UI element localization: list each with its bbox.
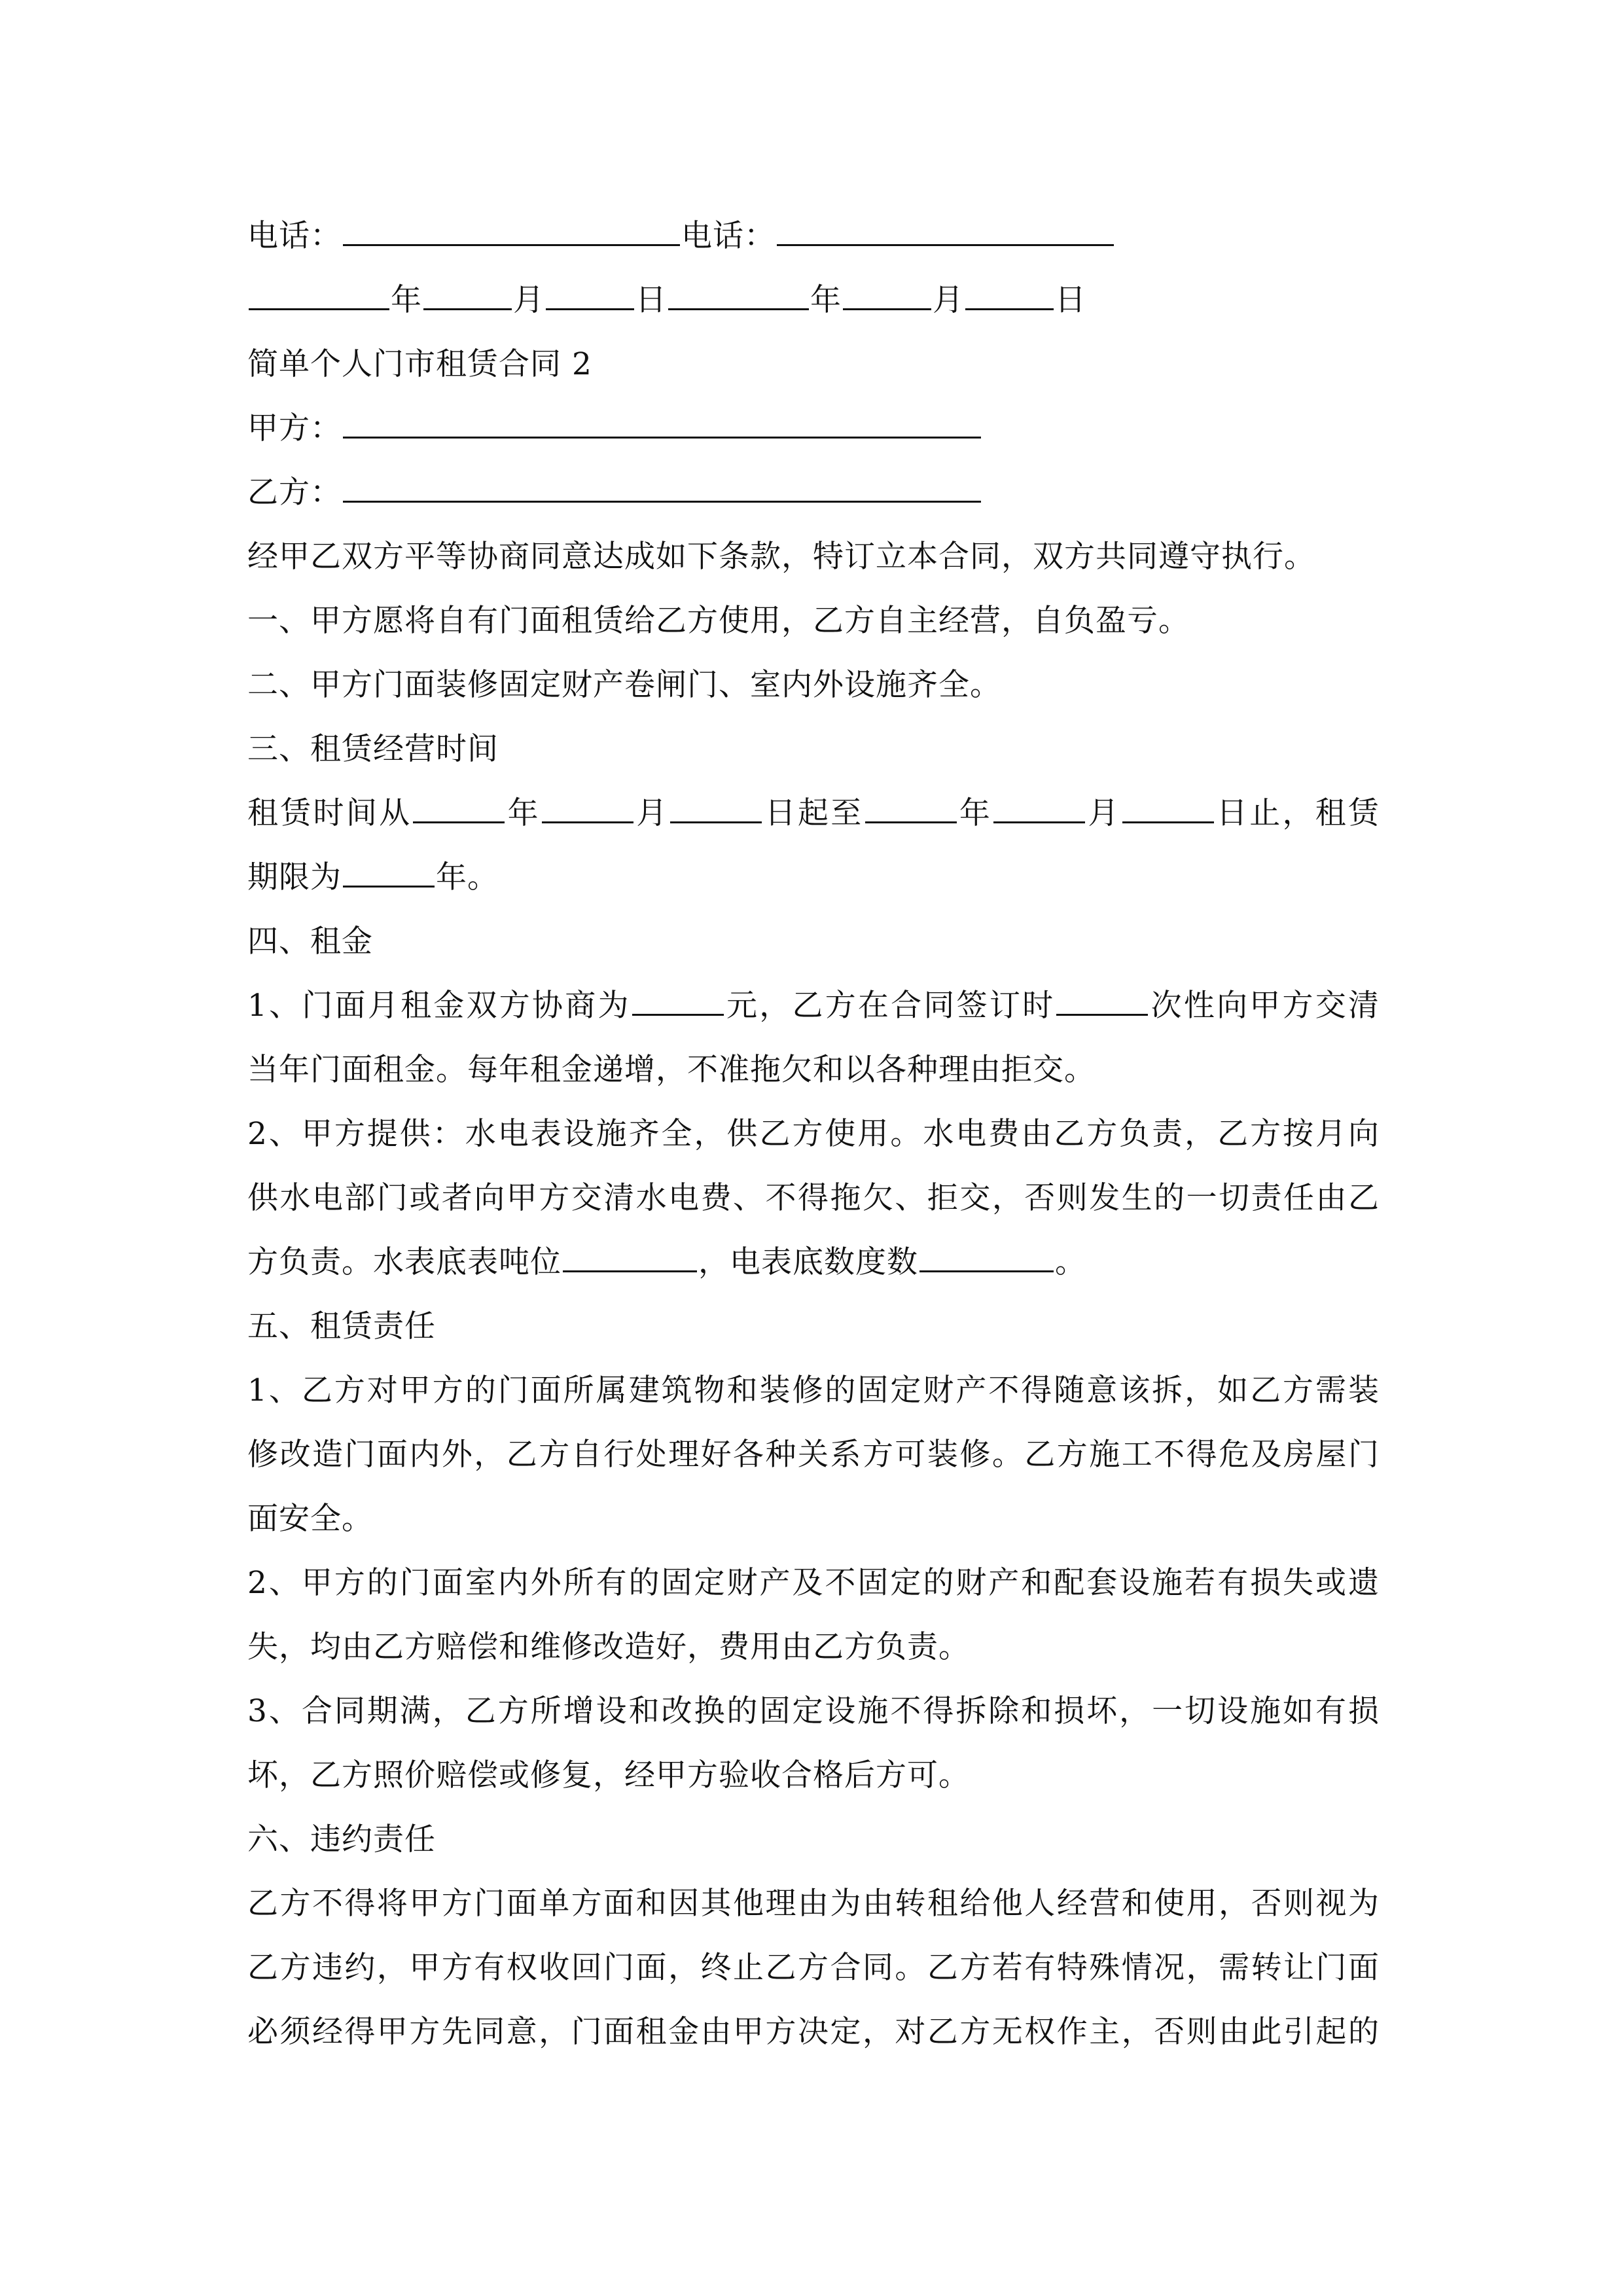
phone-label-a: 电话：: [247, 218, 342, 254]
date-year-label: 年: [810, 282, 842, 318]
rent-text: ，电表底数度数: [698, 1244, 918, 1280]
contract-page: [247, 204, 1380, 2064]
date-blank: [668, 282, 809, 310]
date-day-label: 日: [635, 282, 667, 318]
rent-blank: [1056, 988, 1148, 1016]
resp-2-line-b: 失，均由乙方赔偿和维修改造好，费用由乙方负责。: [247, 1629, 970, 1665]
lease-text: 日起至: [763, 795, 864, 831]
lease-blank: [993, 795, 1085, 823]
rent-text: 。: [1055, 1244, 1086, 1280]
date-month-label: 月: [513, 282, 544, 318]
lease-text: 租赁时间从: [247, 795, 412, 831]
party-a-blank: [343, 410, 981, 439]
lease-period-line: [247, 781, 1380, 846]
lease-duration-line: [247, 846, 1380, 910]
party-b-label: 乙方：: [247, 475, 342, 511]
date-day-label: 日: [1055, 282, 1086, 318]
lease-text: 月: [1086, 795, 1121, 831]
contract-title: 简单个人门市租赁合同 2: [247, 346, 592, 382]
date-month-label: 月: [933, 282, 964, 318]
resp-1-line-a: 1、乙方对甲方的门面所属建筑物和装修的固定财产不得随意该拆，如乙方需装: [247, 1372, 1380, 1408]
resp-3-line-b: 坏，乙方照价赔偿或修复，经甲方验收合格后方可。: [247, 1757, 970, 1793]
lease-blank: [670, 795, 762, 823]
breach-line-c: 必须经得甲方先同意，门面租金由甲方决定，对乙方无权作主，否则由此引起的: [247, 2014, 1380, 2050]
date-blank: [965, 282, 1054, 310]
lease-text: 年: [957, 795, 993, 831]
date-line: [247, 268, 1380, 332]
lease-blank: [542, 795, 633, 823]
rent-1-line-b: 当年门面租金。每年租金递增，不准拖欠和以各种理由拒交。: [247, 1052, 1096, 1088]
party-a-line: [247, 397, 1380, 461]
rent-text: 次性向甲方交清: [1149, 988, 1380, 1024]
clause-4-heading: 四、租金: [247, 924, 373, 960]
rent-2-line-c: [247, 1230, 1380, 1295]
resp-1-line-c: 面安全。: [247, 1501, 373, 1537]
rent-1-line-a: [247, 974, 1380, 1038]
lease-blank: [865, 795, 957, 823]
breach-line-a: 乙方不得将甲方门面单方面和因其他理由为由转租给他人经营和使用，否则视为: [247, 1886, 1380, 1922]
intro-paragraph: 经甲乙双方平等协商同意达成如下条款，特订立本合同，双方共同遵守执行。: [247, 539, 1315, 575]
date-blank: [843, 282, 931, 310]
resp-3-line-a: 3、合同期满，乙方所增设和改换的固定设施不得拆除和损坏，一切设施如有损: [247, 1693, 1380, 1729]
rent-text: 方负责。水表底表吨位: [247, 1244, 562, 1280]
rent-2-line-a: 2、甲方提供：水电表设施齐全，供乙方使用。水电费由乙方负责，乙方按月向: [247, 1116, 1380, 1152]
clause-3-heading: 三、租赁经营时间: [247, 731, 499, 767]
phone-label-b: 电话：: [681, 218, 776, 254]
rent-text: 1、门面月租金双方协商为: [247, 988, 631, 1024]
lease-blank: [413, 795, 505, 823]
lease-text: 月: [634, 795, 669, 831]
lease-blank: [343, 859, 435, 888]
phone-line: [247, 204, 1380, 268]
clause-2: 二、甲方门面装修固定财产卷闸门、室内外设施齐全。: [247, 667, 1001, 703]
lease-text: 年。: [436, 859, 499, 895]
clause-5-heading: 五、租赁责任: [247, 1308, 436, 1344]
breach-line-b: 乙方违约，甲方有权收回门面，终止乙方合同。乙方若有特殊情况，需转让门面: [247, 1950, 1380, 1986]
date-blank: [546, 282, 634, 310]
date-blank: [423, 282, 512, 310]
phone-blank-a: [343, 218, 680, 246]
lease-text: 年: [506, 795, 541, 831]
party-a-label: 甲方：: [247, 410, 342, 446]
resp-1-line-b: 修改造门面内外，乙方自行处理好各种关系方可装修。乙方施工不得危及房屋门: [247, 1437, 1380, 1473]
clause-1: 一、甲方愿将自有门面租赁给乙方使用，乙方自主经营，自负盈亏。: [247, 603, 1190, 639]
rent-2-line-b: 供水电部门或者向甲方交清水电费、不得拖欠、拒交，否则发生的一切责任由乙: [247, 1180, 1380, 1216]
electric-meter-blank: [919, 1244, 1054, 1272]
resp-2-line-a: 2、甲方的门面室内外所有的固定财产及不固定的财产和配套设施若有损失或遗: [247, 1565, 1380, 1601]
date-year-label: 年: [391, 282, 422, 318]
rent-blank: [632, 988, 724, 1016]
party-b-line: [247, 461, 1380, 525]
rent-text: 元，乙方在合同签订时: [724, 988, 1056, 1024]
party-b-blank: [343, 475, 981, 503]
date-blank: [249, 282, 389, 310]
phone-blank-b: [777, 218, 1114, 246]
lease-text: 日止，租赁: [1215, 795, 1380, 831]
water-meter-blank: [563, 1244, 697, 1272]
lease-text: 期限为: [247, 859, 342, 895]
clause-6-heading: 六、违约责任: [247, 1821, 436, 1857]
lease-blank: [1122, 795, 1214, 823]
